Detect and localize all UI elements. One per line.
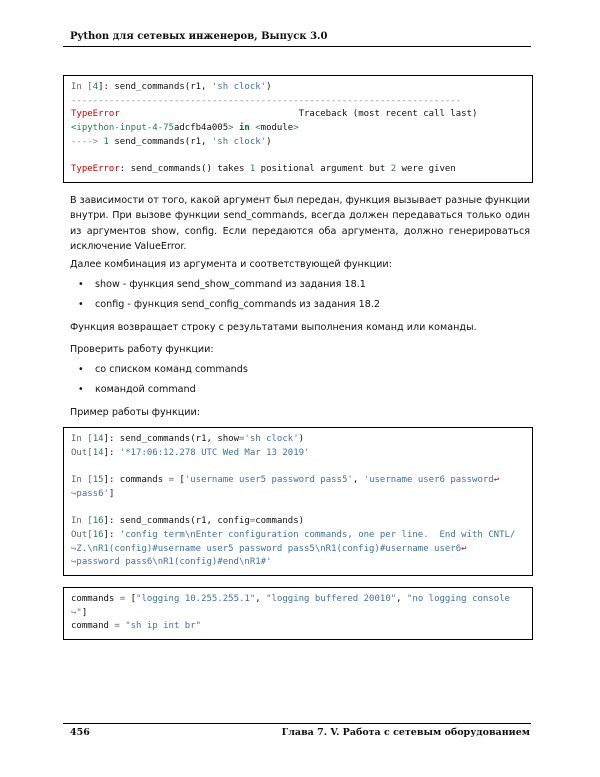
code-line xyxy=(71,607,525,621)
code-token: > xyxy=(293,123,299,134)
code-token: ↩ xyxy=(461,543,467,554)
code-token: ↪ xyxy=(71,607,77,618)
header-rule xyxy=(63,46,531,47)
chapter-title: Глава 7. V. Работа с сетевым оборудованием xyxy=(281,727,530,738)
code-token: TypeError xyxy=(71,164,120,175)
code-token: ]: send_commands(r1, config xyxy=(103,516,250,527)
code-token: In [ xyxy=(71,82,93,92)
code-line xyxy=(71,433,525,447)
code-block-traceback xyxy=(63,75,533,183)
list-item-text: командой command xyxy=(95,384,196,395)
code-token: ↪ xyxy=(71,488,77,499)
code-line xyxy=(71,515,525,529)
code-token: ↪ xyxy=(71,557,77,568)
code-token: Traceback (most recent call last) xyxy=(119,109,478,120)
code-token: " xyxy=(76,607,82,618)
code-token: 'username user5 password pass5' xyxy=(184,475,353,486)
code-token: 14 xyxy=(92,447,104,458)
code-line xyxy=(71,108,525,122)
code-token: ----> xyxy=(71,136,104,147)
paragraph-returns: Функция возвращает строку с результатами выполнения команд или команды. xyxy=(70,322,477,333)
code-block-example xyxy=(63,427,533,576)
code-token: "logging 10.255.255.1" xyxy=(136,594,256,604)
list-item-text: со списком команд commands xyxy=(95,364,248,375)
page-number: 456 xyxy=(70,727,90,738)
code-token: send_commands(r1, xyxy=(108,136,212,147)
code-token: ↪ xyxy=(71,543,77,554)
code-block-commands xyxy=(63,587,533,640)
code-token: 14 xyxy=(92,434,104,444)
list-item-text: show - функция send_show_command из задания 18.1 xyxy=(95,279,366,290)
code-line xyxy=(71,543,525,557)
code-token: positional argument but xyxy=(255,164,391,175)
code-token: password pass6\nR1(config)#end\nR1#' xyxy=(76,557,272,568)
code-token: TypeError xyxy=(71,109,120,120)
list-item xyxy=(82,299,380,310)
code-token: Out[ xyxy=(71,447,93,458)
code-line xyxy=(71,529,525,543)
footer-rule xyxy=(63,723,531,724)
code-line xyxy=(71,122,525,136)
code-token: ------------------------------------------------------------------------ xyxy=(71,95,462,106)
paragraph-check: Проверить работу функции: xyxy=(70,344,214,355)
code-token: ↩ xyxy=(493,475,500,486)
code-token: 16 xyxy=(92,516,104,527)
code-token: = xyxy=(114,621,120,632)
code-token: 'sh clock' xyxy=(244,434,299,444)
code-token: pass6' xyxy=(76,488,109,499)
list-item xyxy=(82,364,248,375)
code-token: 'sh clock' xyxy=(211,82,267,92)
code-token: ) xyxy=(266,136,272,147)
code-token: module xyxy=(260,123,294,134)
code-token: Out[ xyxy=(71,529,93,540)
paragraph-combination: Далее комбинация из аргумента и соответствующей функции: xyxy=(70,259,392,270)
code-token: < xyxy=(249,123,261,134)
code-token: In [ xyxy=(71,434,93,444)
code-token: Z.\nR1(config)#username user5 password pass5\nR1(config)#username user6 xyxy=(76,543,462,554)
code-token: [ xyxy=(173,475,185,486)
code-line xyxy=(71,474,525,488)
code-token: ]: send_commands(r1, xyxy=(98,82,212,92)
code-line xyxy=(71,136,525,150)
code-token: 16 xyxy=(92,529,104,540)
code-line xyxy=(71,95,525,109)
code-token: were given xyxy=(396,164,456,175)
code-token: in xyxy=(238,123,250,134)
code-line xyxy=(71,556,525,570)
code-token: ]: commands xyxy=(103,475,169,486)
code-token: ] xyxy=(81,607,88,618)
code-line xyxy=(71,163,525,177)
code-token: ) xyxy=(298,434,305,444)
list-item-text: config - функция send_config_commands из задания 18.2 xyxy=(95,299,380,310)
paragraph-example: Пример работы функции: xyxy=(70,407,200,418)
code-token: adcfb4a005 xyxy=(173,123,229,134)
code-token: = xyxy=(249,516,256,527)
code-token: 2 xyxy=(390,164,397,175)
code-token: "sh ip int br" xyxy=(125,621,202,632)
code-token: , xyxy=(255,594,267,604)
code-token: , xyxy=(396,594,407,604)
code-token: 15 xyxy=(92,475,104,486)
code-token: = xyxy=(119,594,126,604)
code-token: In [ xyxy=(71,475,93,486)
code-token: = xyxy=(239,434,245,444)
code-line xyxy=(71,593,525,607)
code-line xyxy=(71,488,525,502)
list-item xyxy=(82,384,196,395)
code-line xyxy=(71,447,525,461)
list-item xyxy=(82,279,366,290)
code-token: 'username user6 password xyxy=(363,475,494,486)
code-token: In [ xyxy=(71,516,93,527)
code-token: 1 xyxy=(103,136,109,147)
code-line xyxy=(71,149,525,163)
code-token: command xyxy=(71,621,115,632)
code-line xyxy=(71,501,525,515)
code-token: "logging buffered 20010" xyxy=(266,594,397,604)
code-token: 'sh clock' xyxy=(211,136,267,147)
code-line xyxy=(71,620,525,634)
running-header: Python для сетевых инженеров, Выпуск 3.0 xyxy=(70,31,328,42)
code-token: = xyxy=(168,475,174,486)
code-token: ]: xyxy=(103,529,120,540)
code-token: > xyxy=(228,123,239,134)
code-token: [ xyxy=(125,594,137,604)
code-token: commands xyxy=(71,594,120,604)
code-token: <ipython-input-4-75 xyxy=(71,123,174,134)
code-token: ]: send_commands(r1, show xyxy=(103,434,239,444)
code-line xyxy=(71,460,525,474)
code-token: ] xyxy=(108,488,115,499)
code-token: ) xyxy=(266,82,272,92)
code-line xyxy=(71,81,525,95)
code-token: '*17:06:12.278 UTC Wed Mar 13 2019' xyxy=(119,447,310,458)
code-token: , xyxy=(352,475,364,486)
code-token: "no logging console xyxy=(407,594,510,604)
paragraph-description: В зависимости от того, какой аргумент был передан, функция вызывает разные функции внутри. При вызове функции send_commands, всегда должен передаваться только один из аргументов show, config. Если передаются оба аргумента, должно генерироваться исключение ValueError. xyxy=(70,195,530,253)
code-token: : send_commands() takes xyxy=(119,164,250,175)
code-token: 4 xyxy=(92,82,99,92)
code-token: commands) xyxy=(255,516,305,527)
code-token: ]: xyxy=(103,447,120,458)
code-token: 'config term\nEnter configuration commands, one per line. End with CNTL/ xyxy=(119,529,516,540)
code-token: 1 xyxy=(249,164,256,175)
